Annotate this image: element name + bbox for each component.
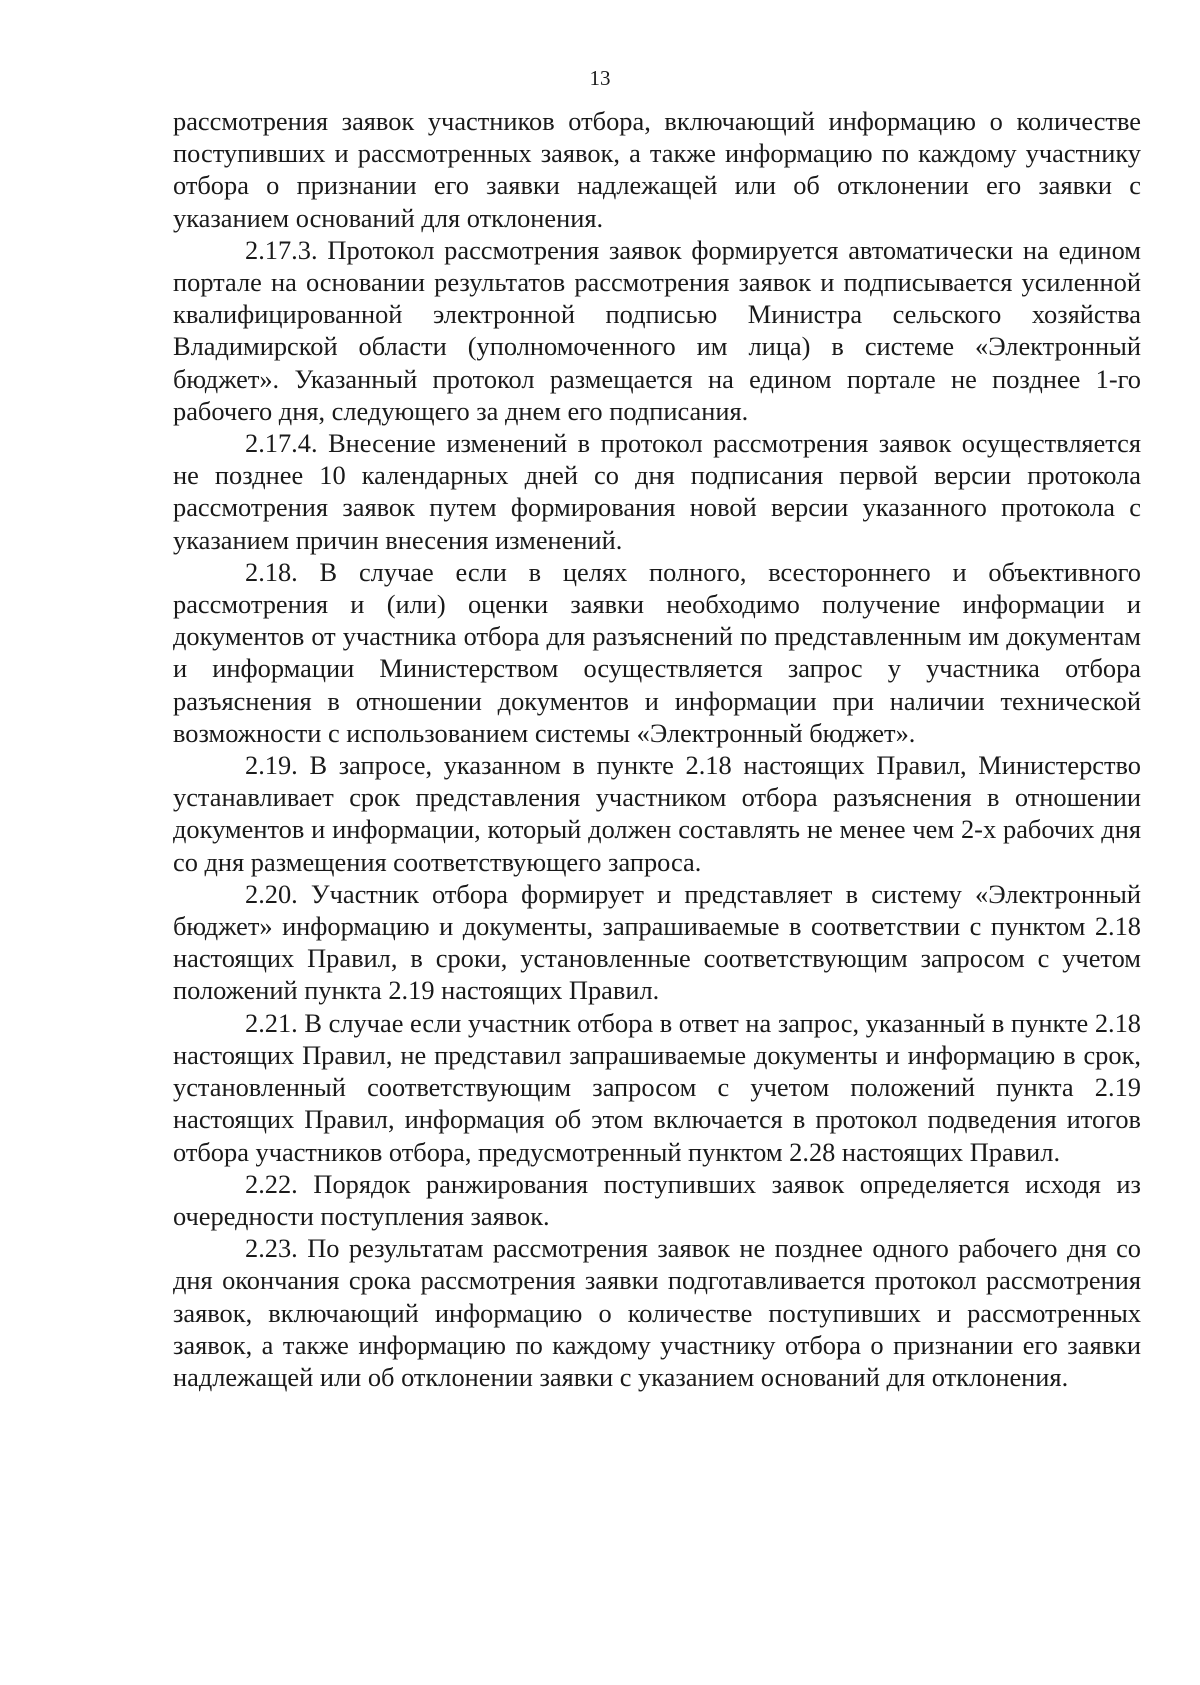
paragraph-2-17-3: 2.17.3. Протокол рассмотрения заявок формируется автоматически на едином портале на основании результатов рассмотрения заявок и подписывается усиленной квалифицированной электронной подписью Министра сельского хозяйства Владимирской области (уполномоченного им лица) в системе «Электронный бюджет». Указанный протокол размещается на едином портале не позднее 1-го рабочего дня, следующего за днем его подписания. <box>173 234 1141 426</box>
paragraph-2-22: 2.22. Порядок ранжирования поступивших заявок определяется исходя из очередности поступления заявок. <box>173 1168 1141 1231</box>
paragraph-2-17-4: 2.17.4. Внесение изменений в протокол рассмотрения заявок осуществляется не позднее 10 календарных дней со дня подписания первой версии протокола рассмотрения заявок путем формирования новой версии указанного протокола с указанием причин внесения изменений. <box>173 428 1141 555</box>
paragraph-2-21: 2.21. В случае если участник отбора в ответ на запрос, указанный в пункте 2.18 настоящих Правил, не представил запрашиваемые документы и информацию в срок, установленный соответствующим запросом с учетом положений пункта 2.19 настоящих Правил, информация об этом включается в протокол подведения итогов отбора участников отбора, предусмотренный пунктом 2.28 настоящих Правил. <box>173 1007 1141 1167</box>
paragraph-2-18: 2.18. В случае если в целях полного, всестороннего и объективного рассмотрения и (или) оценки заявки необходимо получение информации и документов от участника отбора для разъяснений по представленным им документам и информации Министерством осуществляется запрос у участника отбора разъяснения в отношении документов и информации при наличии технической возможности с использованием системы «Электронный бюджет». <box>173 556 1141 748</box>
paragraph-2-23: 2.23. По результатам рассмотрения заявок не позднее одного рабочего дня со дня окончания срока рассмотрения заявки подготавливается протокол рассмотрения заявок, включающий информацию о количестве поступивших и рассмотренных заявок, а также информацию по каждому участнику отбора о признании его заявки надлежащей или об отклонении заявки с указанием оснований для отклонения. <box>173 1233 1141 1392</box>
paragraph-continuation: рассмотрения заявок участников отбора, включающий информацию о количестве поступивших и рассмотренных заявок, а также информацию по каждому участнику отбора о признании его заявки надлежащей или об отклонении его заявки с указанием оснований для отклонения. <box>173 106 1141 233</box>
paragraph-2-20: 2.20. Участник отбора формирует и представляет в систему «Электронный бюджет» информацию и документы, запрашиваемые в соответствии с пунктом 2.18 настоящих Правил, в сроки, установленные соответствующим запросом с учетом положений пункта 2.19 настоящих Правил. <box>173 878 1141 1006</box>
page-number: 13 <box>589 66 611 90</box>
document-body <box>173 105 1141 1393</box>
paragraph-2-19: 2.19. В запросе, указанном в пункте 2.18 настоящих Правил, Министерство устанавливает срок представления участником отбора разъяснения в отношении документов и информации, который должен составлять не менее чем 2-х рабочих дня со дня размещения соответствующего запроса. <box>173 750 1141 877</box>
